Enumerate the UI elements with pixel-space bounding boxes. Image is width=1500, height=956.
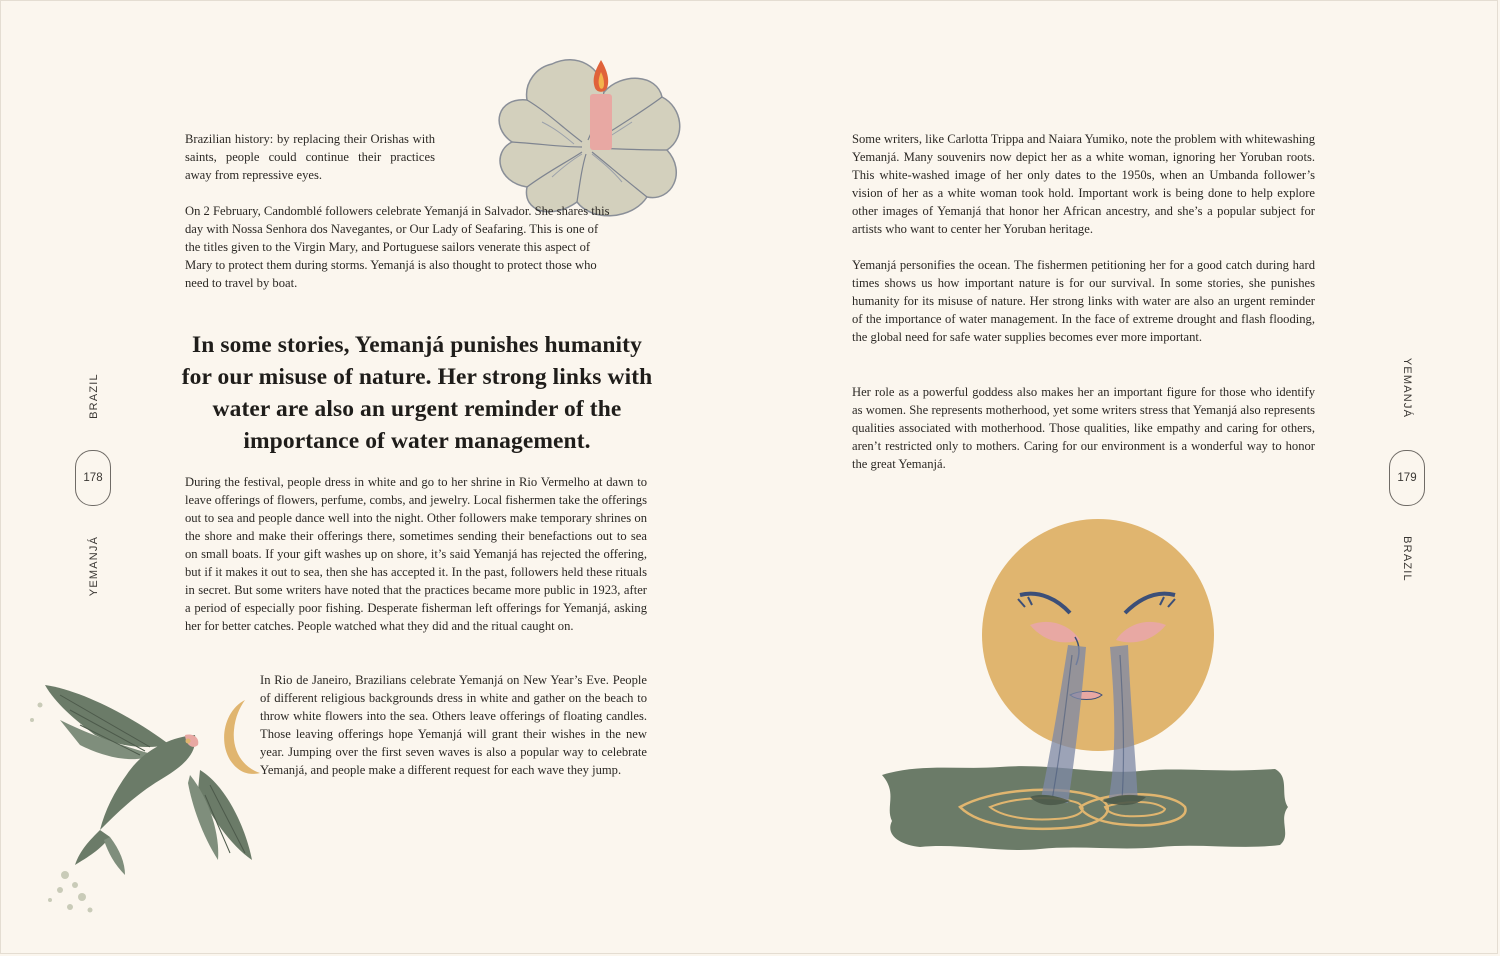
sun-moon-disc — [982, 519, 1214, 751]
crescent-moon-icon — [224, 700, 260, 774]
running-label-brazil-right: BRAZIL — [1401, 536, 1413, 582]
left-paragraph-1: Brazilian history: by replacing their Orishas with saints, people could continue their practices away from repressive eyes. — [185, 132, 435, 182]
flying-fish-illustration — [20, 675, 265, 920]
flower-candle-illustration — [482, 52, 692, 222]
running-label-yemanja-right: YEMANJÁ — [1401, 357, 1413, 419]
left-paragraph-2: On 2 February, Candomblé followers celebrate Yemanjá in Salvador. She shares this day with Nossa Senhora dos Navegantes, or Our Lady of Seafaring. This is one of the titles given to the Virgin Mary, and Portuguese sailors venerate this aspect of Mary to protect them during storms. Yemanjá is also thought to protect those who need to travel by boat. — [185, 204, 610, 290]
running-label-brazil-left: BRAZIL — [88, 373, 100, 419]
page-number-left: 178 — [75, 450, 111, 506]
right-paragraph-2: Yemanjá personifies the ocean. The fishermen petitioning her for a good catch during hard times shows us how important nature is for our survival. In some stories, she punishes humanity for its misuse of nature. Her strong links with water are also an urgent reminder of the importance of water management. In the face of extreme drought and flash flooding, the global need for safe water supplies becomes ever more important. — [852, 258, 1315, 344]
flower-petals — [499, 60, 680, 216]
right-paragraph-3: Her role as a powerful goddess also makes her an important figure for those who identify as women. She represents motherhood, yet some writers stress that Yemanjá also represents qualities associated with motherhood. Those qualities, like empathy and caring for others, aren’t restricted only to mothers. Caring for our environment is a wonderful way to honor the great Yemanjá. — [852, 385, 1315, 471]
running-label-yemanja-left: YEMANJÁ — [88, 535, 100, 597]
pull-quote: In some stories, Yemanjá punishes humanity for our misuse of nature. Her strong links with water are also an urgent reminder of the importance of water management. — [181, 332, 653, 454]
left-paragraph-4: In Rio de Janeiro, Brazilians celebrate Yemanjá on New Year’s Eve. People of different religious backgrounds dress in white and gather on the beach to throw white flowers into the sea. Others leave offerings of floating candles. Those leaving offerings hope Yemanjá will grant their wishes in the new year. Jumping over the first seven waves is also a popular way to celebrate Yemanjá, and people make a different request for each wave they jump. — [260, 673, 647, 777]
left-paragraph-3: During the festival, people dress in white and go to her shrine in Rio Vermelho at dawn to leave offerings of flowers, perfume, combs, and jewelry. Local fishermen take the offerings out to sea and people dance well into the night. Other followers make temporary shrines on the shore and make their offerings there, sometimes sending their benefactions out to sea on small boats. If your gift washes up on shore, it’s said Yemanjá has rejected the offering, but if it makes it out to sea, then she has accepted it. In the past, followers held these rituals in secret. But some writers have noted that the practices became more public in 1923, after a period of especially poor fishing. Desperate fisherman left offerings for Yemanjá, asking her for better catches. People watched what they did and the ritual caught on. — [185, 475, 647, 633]
weeping-moon-illustration — [880, 545, 1300, 870]
page-number-right: 179 — [1389, 450, 1425, 506]
right-paragraph-1: Some writers, like Carlotta Trippa and Naiara Yumiko, note the problem with whitewashing Yemanjá. Many souvenirs now depict her as a white woman, ignoring her Yoruban roots. This white-washed image of her only dates to the 1950s, when an Umbanda follower’s vision of her as a white woman took hold. Important work is being done to help explore other images of Yemanjá that honor her African ancestry, and she’s a popular subject for artists who want to center her Yoruban heritage. — [852, 132, 1315, 236]
water-pool — [882, 766, 1288, 850]
